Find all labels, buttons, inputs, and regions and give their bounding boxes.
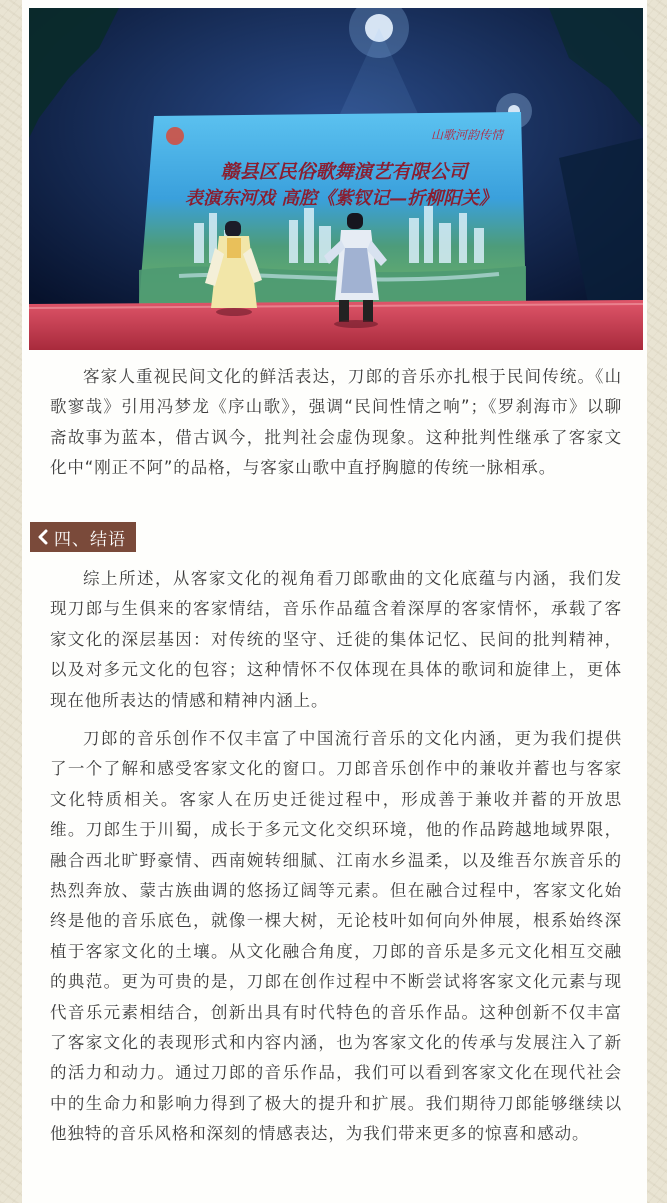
paragraph-summary: 综上所述，从客家文化的视角看刀郎歌曲的文化底蕴与内涵，我们发现刀郎与生俱来的客家情结，音乐作品蕴含着深厚的客家情怀，承载了客家文化的深层基因：对传统的坚守、迁徙的集体记忆、民间的批判精神，以及对多元文化的包容；这种情怀不仅体现在具体的歌词和旋律上，更体现在他所表达的情感和精神内涵上。 (50, 569, 622, 710)
paragraph-folk-culture: 客家人重视民间文化的鲜活表达，刀郎的音乐亦扎根于民间传统。《山歌寥哉》引用冯梦龙《序山歌》，强调“民间性情之响”；《罗刹海市》以聊斋故事为蓝本，借古讽今，批判社会虚伪现象。这种批判性继承了客家文化中“刚正不阿”的品格，与客家山歌中直抒胸臆的传统一脉相承。 (50, 367, 622, 478)
paragraph-music-creation: 刀郎的音乐创作不仅丰富了中国流行音乐的文化内涵，更为我们提供了一个了解和感受客家文化的窗口。刀郎音乐创作中的兼收并蓄也与客家文化特质相关。客家人在历史迁徙过程中，形成善于兼收并蓄的开放思维。刀郎生于川蜀，成长于多元文化交织环境，他的作品跨越地域界限，融合西北旷野豪情、西南婉转细腻、江南水乡温柔，以及维吾尔族音乐的热烈奔放、蒙古族曲调的悠扬辽阔等元素。但在融合过程中，客家文化始终是他的音乐底色，就像一棵大树，无论枝叶如何向外伸展，根系始终深植于客家文化的土壤。从文化融合角度，刀郎的音乐是多元文化相互交融的典范。更为可贵的是，刀郎在创作过程中不断尝试将客家文化元素与现代音乐元素相结合，创新出具有时代特色的音乐作品。这种创新不仅丰富了客家文化的表现形式和内容内涵，也为客家文化的传承与发展注入了新的活力和动力。通过刀郎的音乐作品，我们可以看到客家文化在现代社会中的生命力和影响力得到了极大的提升和扩展。我们期待刀郎能够继续以他独特的音乐风格和深刻的情感表达，为我们带来更多的惊喜和感动。 (50, 729, 622, 1144)
article-card (22, 0, 647, 1203)
section-heading-conclusion (30, 522, 136, 552)
banner-corner-text: 山歌河韵传情 (430, 128, 504, 142)
page-background-right (647, 0, 667, 1203)
stage-performance-photo (29, 8, 643, 350)
chevron-left-icon (36, 529, 50, 545)
banner-line2: 表演东河戏 高腔《紫钗记—折柳阳关》 (184, 188, 498, 209)
banner-line1: 赣县区民俗歌舞演艺有限公司 (220, 161, 468, 183)
section-title: 四、结语 (54, 529, 126, 550)
page-background-left (0, 0, 22, 1203)
